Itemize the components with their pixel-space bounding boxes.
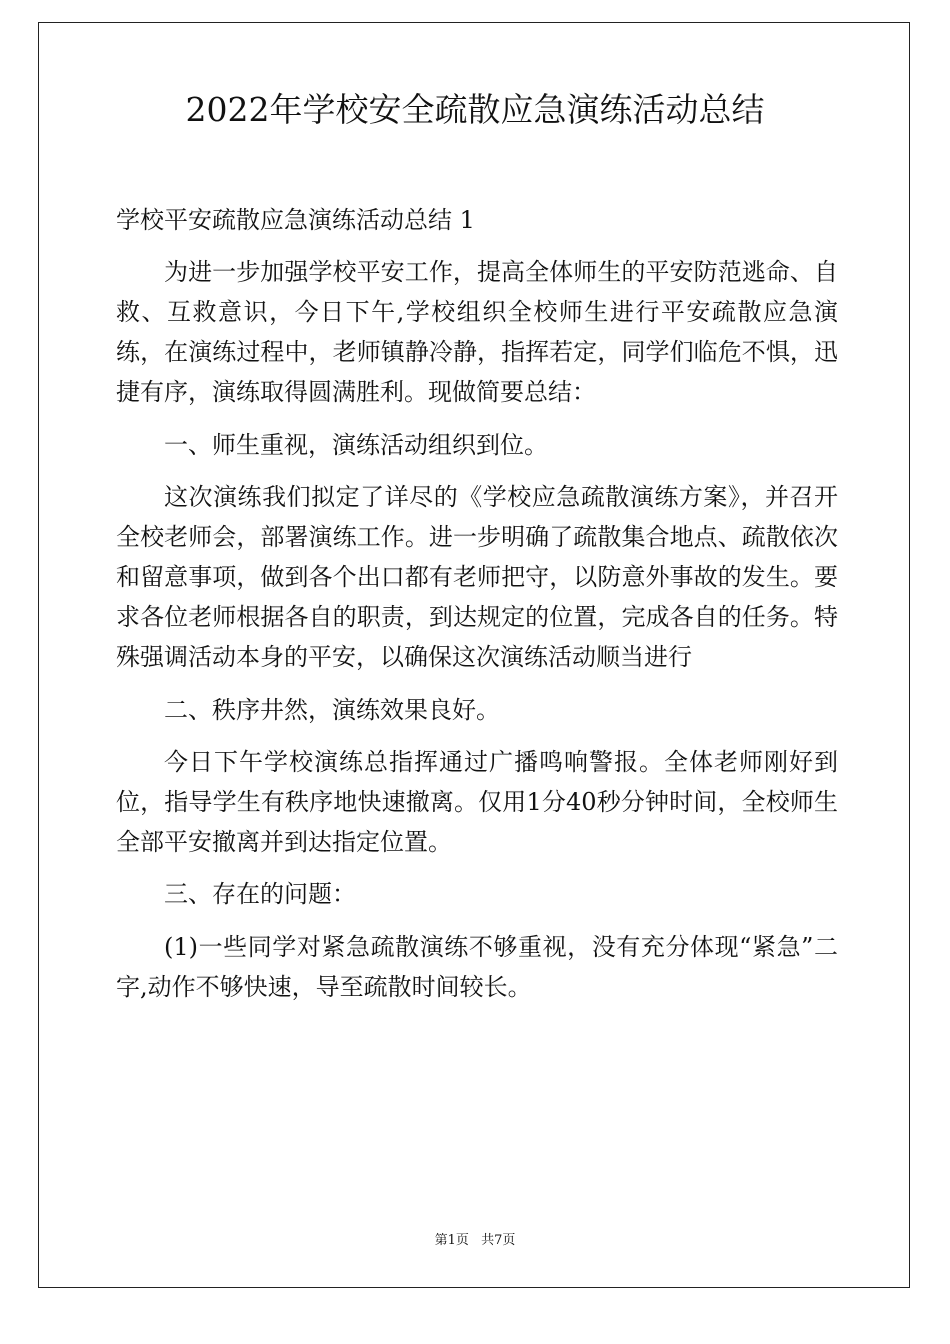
document-body: [116, 200, 838, 1019]
page-footer: [0, 1232, 950, 1250]
document-title: 2022年学校安全疏散应急演练活动总结: [185, 90, 765, 129]
paragraph-organization: 这次演练我们拟定了详尽的《学校应急疏散演练方案》，并召开全校老师会，部署演练工作。进一步明确了疏散集合地点、疏散依次和留意事项，做到各个出口都有老师把守，以防意外事故的发生。要求各位老师根据各自的职责，到达规定的位置，完成各自的任务。特殊强调活动本身的平安，以确保这次演练活动顺当进行: [116, 483, 838, 672]
paragraph-heading-3: 三、存在的问题：: [164, 880, 356, 909]
paragraph-problem-1: (1)一些同学对紧急疏散演练不够重视，没有充分体现“紧急”二字,动作不够快速，导至疏散时间较长。: [116, 932, 838, 1001]
page-total: 共7页: [481, 1233, 516, 1248]
paragraph-evacuation: 今日下午学校演练总指挥通过广播鸣响警报。全体老师刚好到位，指导学生有秩序地快速撤离。仅用1分40秒分钟时间，全校师生全部平安撤离并到达指定位置。: [116, 747, 838, 856]
paragraph-heading-2: 二、秩序井然，演练效果良好。: [164, 695, 500, 724]
paragraph-heading-1: 一、师生重视，演练活动组织到位。: [164, 430, 548, 459]
section-subheading: 学校平安疏散应急演练活动总结 1: [116, 206, 475, 234]
page-number: 第1页: [434, 1233, 469, 1248]
paragraph-intro: 为进一步加强学校平安工作，提高全体师生的平安防范逃命、自救、互救意识，今日下午,学校组织全校师生进行平安疏散应急演练，在演练过程中，老师镇静冷静，指挥若定，同学们临危不惧，迅捷有序，演练取得圆满胜利。现做简要总结：: [116, 258, 838, 407]
